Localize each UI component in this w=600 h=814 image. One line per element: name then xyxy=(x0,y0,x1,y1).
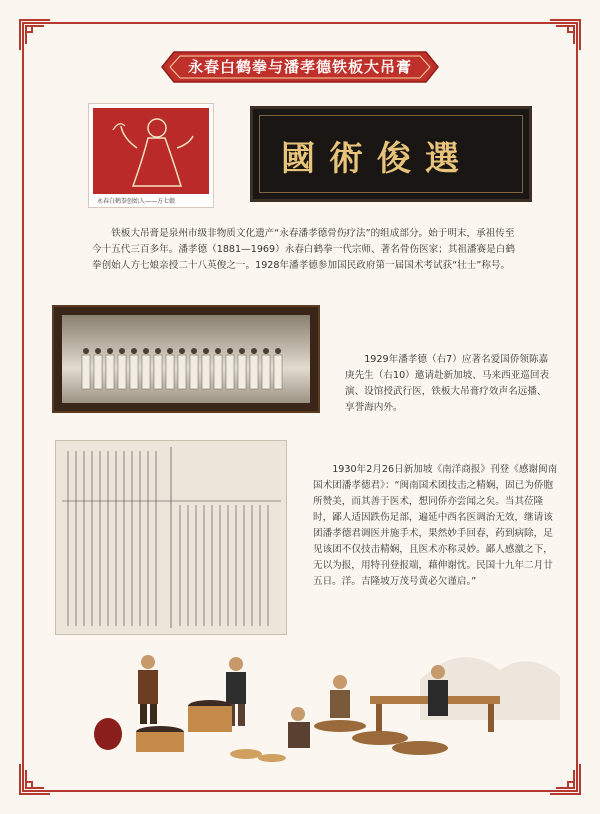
corner-ornament-top-right xyxy=(548,18,582,52)
founder-portrait xyxy=(88,103,214,208)
newspaper-clipping xyxy=(55,440,287,635)
newspaper-caption-paragraph: 1930年2月26日新加坡《南洋商报》刊登《感谢闽南国术团潘孝德君》：“闽南国术团技击之精娴，固已为侨胞所赞美，而其善于医术，想同侨亦尝闻之矣。当其莅隆时，鄙人适因跌伤足部，遍延中西名医调治无效，继请该团潘孝德君调医并施手术，果然妙手回春，药到病除，足见该团不仅技击精娴，且医术亦称灵妙。鄙人感激之下，无以为报，用特刊登报端，藉伸谢忱。民国十九年二月廿五日。洋。吉隆坡万茂号黄必欠谨启。” xyxy=(313,464,558,587)
plaque-text: 國術俊選 xyxy=(281,139,473,179)
photo-caption-paragraph: 1929年潘孝德（右7）应著名爱国侨领陈嘉庚先生（右10）邀请赴新加坡、马来西亚巡回表演、设馆授武行医，铁板大吊膏疗效声名远播、享誉海内外。 xyxy=(345,354,550,413)
calligraphy-plaque xyxy=(250,106,532,202)
corner-ornament-top-left xyxy=(18,18,52,52)
medicine-making-illustration xyxy=(40,640,560,780)
title-banner xyxy=(160,50,440,84)
intro-paragraph: 铁板大吊膏是泉州市级非物质文化遗产“永春潘孝德骨伤疗法”的组成部分。始于明末，承祖传至今十五代三百多年。潘孝德（1881—1969）永春白鹤拳一代宗师、著名骨伤医家；其祖潘赛是白鹤拳创始人方七娘亲授二十八英俊之一。1928年潘孝德参加国民政府第一届国术考试获“壮士”称号。 xyxy=(92,228,515,271)
group-photo xyxy=(52,305,320,413)
founder-caption: 永春白鹤拳创始人——方七娘 xyxy=(97,198,176,205)
page-title: 永春白鹤拳与潘孝德铁板大吊膏 xyxy=(187,58,412,76)
